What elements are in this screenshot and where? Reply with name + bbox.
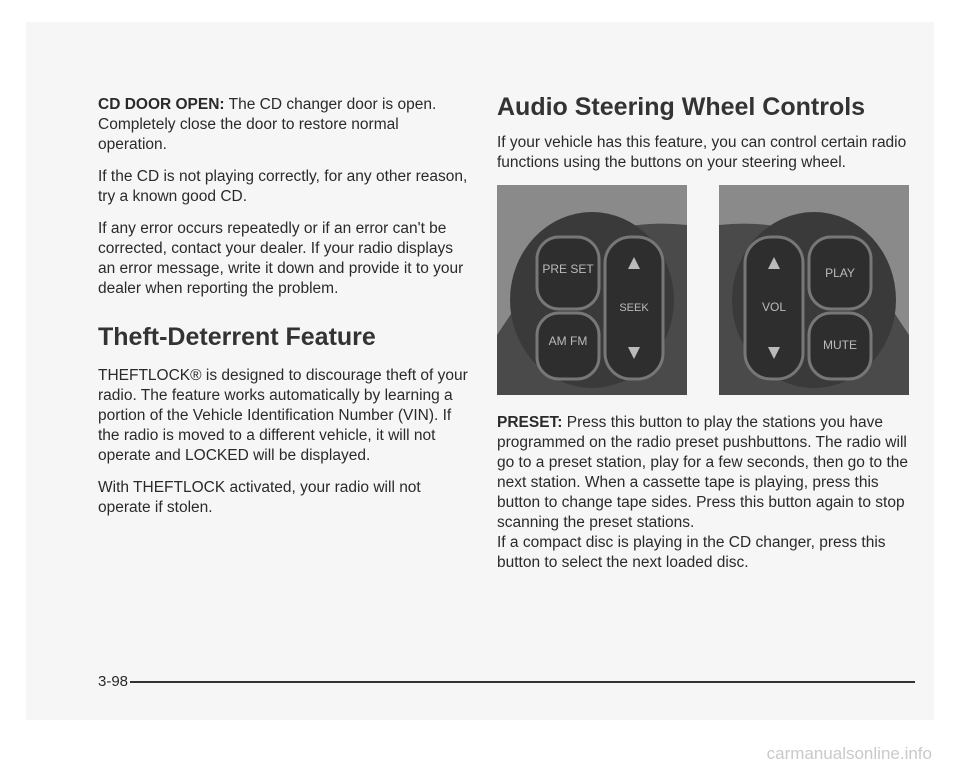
right-steering-controls-photo — [719, 185, 909, 395]
right-controls-illustration — [719, 185, 909, 395]
right-column — [497, 95, 915, 585]
preset-text: Press this button to play the stations you have programmed on the radio preset pushbuttons. The radio will go to a preset station, play for a few seconds, then go to the next station. When a cassette tape is playing, press this button to change tape sides. Press this button again to stop scanning the preset stations. — [497, 414, 909, 531]
error-paragraph: If any error occurs repeatedly or if an error can't be corrected, contact your dealer. If your radio displays an error message, write it down and provide it to your dealer when reporting the problem. — [98, 220, 464, 297]
page-number: 3-98 — [98, 673, 129, 690]
left-steering-controls-photo — [497, 185, 687, 395]
play-button-label: PLAY — [825, 266, 855, 280]
preset-cd-paragraph: If a compact disc is playing in the CD changer, press this button to select the next loaded disc. — [497, 534, 886, 571]
left-column — [98, 95, 468, 530]
theftlock-paragraph: THEFTLOCK® is designed to discourage theft of your radio. The feature works automatically by learning a portion of the Vehicle Identification Number (VIN). If the radio is moved to a different vehicle, it will not operate and LOCKED will be displayed. — [98, 367, 468, 464]
left-controls-illustration — [497, 185, 687, 395]
preset-paragraph — [497, 413, 915, 533]
cd-door-open-text: The CD changer door is open. Completely close the door to restore normal operation. — [98, 96, 437, 153]
seek-button-label: SEEK — [619, 302, 649, 314]
theftlock-activated-paragraph: With THEFTLOCK activated, your radio will not operate if stolen. — [98, 479, 421, 516]
audio-intro-paragraph: If your vehicle has this feature, you can control certain radio functions using the buttons on your steering wheel. — [497, 134, 907, 171]
cd-not-playing-paragraph: If the CD is not playing correctly, for any other reason, try a known good CD. — [98, 168, 468, 205]
steering-controls-photos — [497, 185, 915, 395]
footer-divider — [130, 681, 915, 683]
watermark: carmanualsonline.info — [766, 744, 932, 763]
vol-button-label: VOL — [761, 300, 787, 314]
preset-label: PRESET: — [497, 414, 563, 431]
cd-door-open-paragraph — [98, 95, 468, 155]
cd-door-open-label: CD DOOR OPEN: — [98, 96, 225, 113]
audio-steering-heading: Audio Steering Wheel Controls — [497, 93, 866, 121]
preset-button-label: PRE SET — [542, 262, 594, 276]
theft-deterrent-heading: Theft-Deterrent Feature — [98, 323, 376, 351]
mute-button-label: MUTE — [823, 338, 857, 352]
am-fm-button-label: AM FM — [548, 334, 588, 348]
